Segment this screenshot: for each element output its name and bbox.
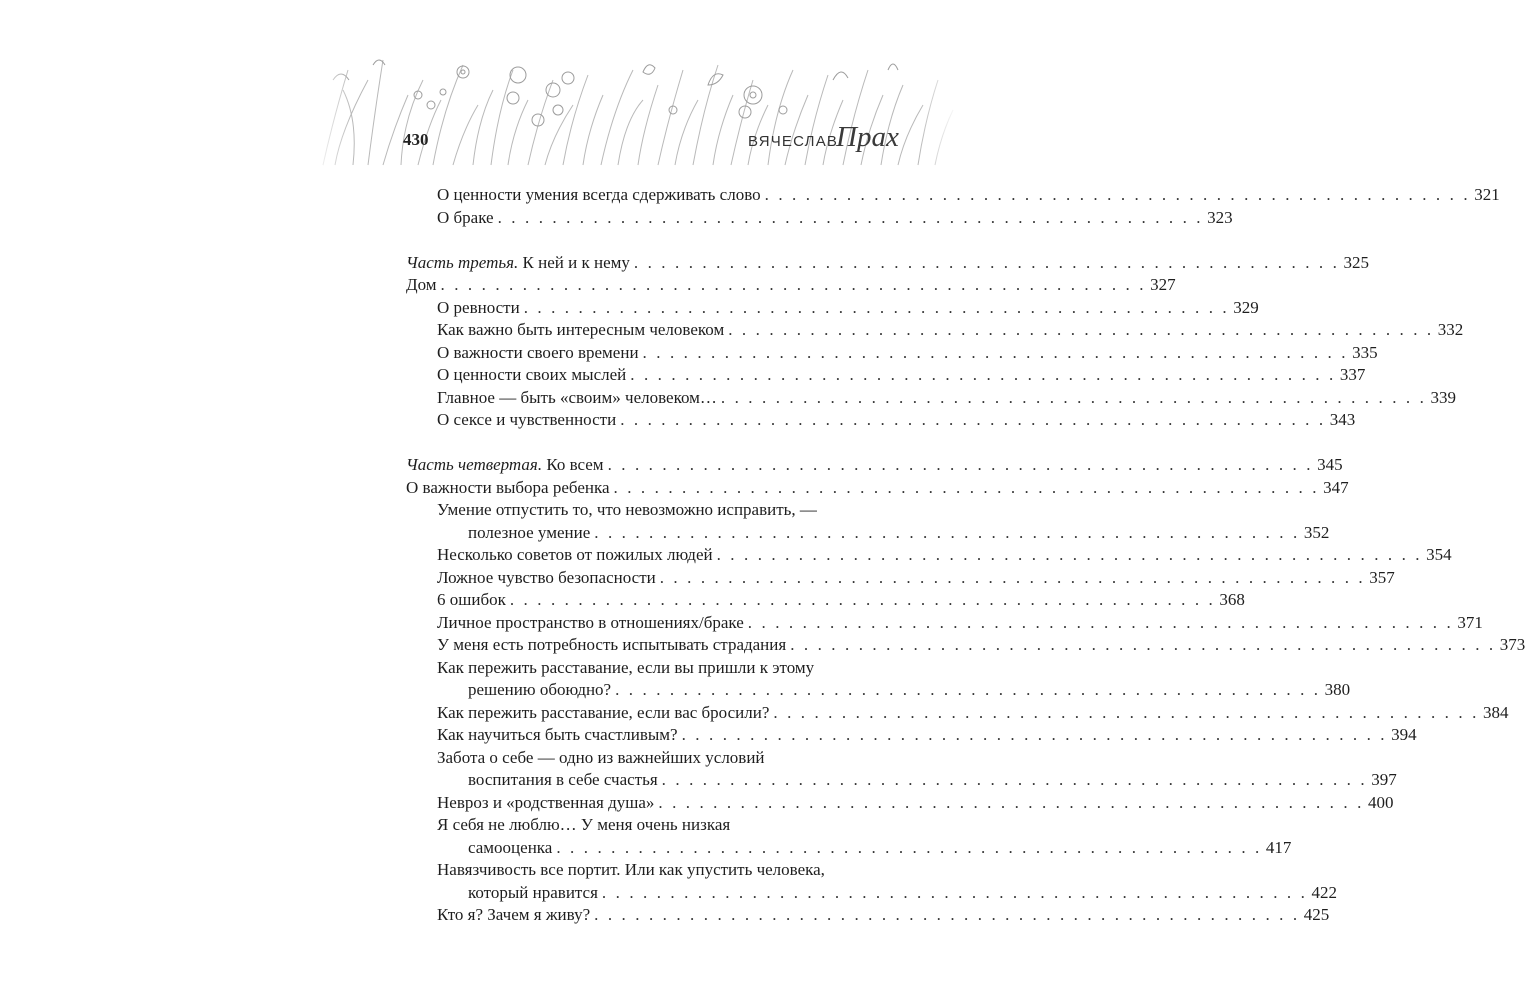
toc-entry xyxy=(406,364,1366,387)
toc-entry-text: О ценности умения всегда сдерживать слово xyxy=(437,185,761,204)
toc-page-number: 397 xyxy=(1371,770,1397,789)
dot-leader: . . . . . . . . . . . . . . . . . . . . . . . . . . . . . . . . . . . . . . . . . . . . . . . . . . . . xyxy=(716,545,1423,564)
toc-entry xyxy=(406,252,1369,275)
toc-entry-title xyxy=(437,589,506,612)
dot-leader: . . . . . . . . . . . . . . . . . . . . . . . . . . . . . . . . . . . . . . . . . . . . . . . . . . . . xyxy=(633,252,1340,272)
toc-page-number: 373 xyxy=(1499,635,1525,654)
toc-entry xyxy=(406,769,1397,792)
toc-entry-title xyxy=(437,409,616,432)
toc-entry xyxy=(406,184,1500,207)
toc-entry-title xyxy=(437,747,765,770)
toc-entry-title xyxy=(437,567,656,590)
toc-entry-title xyxy=(437,342,639,365)
toc-entry-title xyxy=(468,837,552,860)
toc-entry-title xyxy=(437,184,761,207)
toc-entry xyxy=(406,904,1330,927)
toc-entry-text: Я себя не люблю… У меня очень низкая xyxy=(437,815,731,834)
toc-page-number: 335 xyxy=(1352,342,1378,362)
toc-entry xyxy=(406,702,1509,725)
page-number: 430 xyxy=(403,130,429,149)
toc-page-number: 325 xyxy=(1343,252,1369,272)
toc-page-number: 352 xyxy=(1303,522,1330,542)
toc-entry xyxy=(406,477,1349,500)
toc-entry-text: Несколько советов от пожилых людей xyxy=(437,545,713,564)
toc-page-number: 422 xyxy=(1311,882,1337,902)
toc-entry xyxy=(406,387,1456,410)
dot-leader: . . . . . . . . . . . . . . . . . . . . . . . . . . . . . . . . . . . . . . . . . . . . . . . . . . . . xyxy=(720,387,1427,407)
toc-entry-text: К ней и к нему xyxy=(522,252,630,272)
toc-entry-text: Как пережить расставание, если вы пришли к этому xyxy=(437,657,815,677)
toc-entry-title xyxy=(437,207,494,230)
toc-entry-title xyxy=(437,859,825,882)
toc-page-number: 394 xyxy=(1391,725,1417,744)
toc-entry xyxy=(406,297,1259,320)
toc-entry-text: У меня есть потребность испытывать страдания xyxy=(437,635,787,654)
dot-leader: . . . . . . . . . . . . . . . . . . . . . . . . . . . . . . . . . . . . . . . . . . . . . . . . . . . . xyxy=(615,680,1321,699)
toc-entry xyxy=(406,544,1452,567)
toc-page-number: 354 xyxy=(1426,545,1452,564)
toc-entry xyxy=(406,882,1337,905)
toc-entry-title xyxy=(406,274,437,297)
toc-entry-title xyxy=(437,319,724,342)
toc-entry-text: решению обоюдно? xyxy=(468,680,612,699)
toc-entry-text: полезное умение xyxy=(468,522,591,542)
toc-entry xyxy=(406,342,1378,365)
toc-entry-text: О ревности xyxy=(437,297,520,317)
toc-entry-text: который нравится xyxy=(468,882,598,902)
toc-entry xyxy=(406,792,1394,815)
toc-entry xyxy=(406,454,1343,477)
dot-leader: . . . . . . . . . . . . . . . . . . . . . . . . . . . . . . . . . . . . . . . . . . . . . . . . . . . . xyxy=(747,612,1454,632)
toc-page-number: 329 xyxy=(1233,297,1259,317)
toc-page-number: 323 xyxy=(1207,207,1233,227)
toc-page-number: 343 xyxy=(1329,410,1356,429)
toc-entry xyxy=(406,679,1351,702)
toc-entry-text: Забота о себе — одно из важнейших условий xyxy=(437,747,765,767)
toc-entry-title xyxy=(437,387,717,410)
dot-leader: . . . . . . . . . . . . . . . . . . . . . . . . . . . . . . . . . . . . . . . . . . . . . . . . . . . . xyxy=(661,770,1368,789)
part-label: Часть третья. xyxy=(406,252,519,272)
dot-leader: . . . . . . . . . . . . . . . . . . . . . . . . . . . . . . . . . . . . . . . . . . . . . . . . . . . . xyxy=(642,342,1349,362)
toc-page-number: 332 xyxy=(1437,320,1464,339)
toc-entry-text: О браке xyxy=(437,207,494,227)
toc-entry-line xyxy=(406,747,890,770)
dot-leader: . . . . . . . . . . . . . . . . . . . . . . . . . . . . . . . . . . . . . . . . . . . . . . . . . . . . xyxy=(630,365,1336,384)
toc-entry-text: Умение отпустить то, что невозможно исправить, — xyxy=(437,500,817,519)
toc-page-number: 380 xyxy=(1324,680,1351,699)
toc-entry xyxy=(406,319,1464,342)
toc-entry xyxy=(406,522,1330,545)
dot-leader: . . . . . . . . . . . . . . . . . . . . . . . . . . . . . . . . . . . . . . . . . . . . . . . . . . . . xyxy=(556,837,1262,857)
toc-entry xyxy=(406,567,1395,590)
dot-leader: . . . . . . . . . . . . . . . . . . . . . . . . . . . . . . . . . . . . . . . . . . . . . . . . . . . . xyxy=(607,455,1314,474)
toc-entry-title xyxy=(437,904,590,927)
dot-leader: . . . . . . . . . . . . . . . . . . . . . . . . . . . . . . . . . . . . . . . . . . . . . . . . . . . . xyxy=(790,635,1496,654)
toc-entry-text: Как важно быть интересным человеком xyxy=(437,320,725,339)
toc-page-number: 425 xyxy=(1303,905,1330,924)
toc-entry-title xyxy=(437,544,713,567)
toc-entry-text: самооценка xyxy=(468,837,553,857)
dot-leader: . . . . . . . . . . . . . . . . . . . . . . . . . . . . . . . . . . . . . . . . . . . . . . . . . . . . xyxy=(509,590,1216,609)
book-title: Прах xyxy=(836,121,899,153)
toc-page-number: 417 xyxy=(1265,837,1292,857)
dot-leader: . . . . . . . . . . . . . . . . . . . . . . . . . . . . . . . . . . . . . . . . . . . . . . . . . . . . xyxy=(594,522,1300,542)
section-gap xyxy=(406,229,890,252)
toc-entry xyxy=(406,634,1525,657)
toc-entry-text: Ко всем xyxy=(546,455,604,474)
toc-page-number: 337 xyxy=(1339,365,1366,384)
toc-entry xyxy=(406,589,1245,612)
toc-entry-text: Главное — быть «своим» человеком… xyxy=(437,387,717,407)
toc-page-number: 345 xyxy=(1317,455,1343,474)
dot-leader: . . . . . . . . . . . . . . . . . . . . . . . . . . . . . . . . . . . . . . . . . . . . . . . . . . . . xyxy=(620,410,1326,429)
toc-page-number: 384 xyxy=(1482,702,1509,722)
toc-entry-line xyxy=(406,814,890,837)
toc-entry xyxy=(406,612,1483,635)
toc-entry-title xyxy=(437,634,786,657)
toc-page-number: 400 xyxy=(1367,792,1394,812)
toc-entry-text: 6 ошибок xyxy=(437,590,506,609)
toc-entry-title xyxy=(468,769,658,792)
toc-entry-text: Навязчивость все портит. Или как упустить человека, xyxy=(437,860,825,879)
toc-entry-text: Как пережить расставание, если вас бросили? xyxy=(437,702,770,722)
toc-entry-text: О ценности своих мыслей xyxy=(437,365,627,384)
dot-leader: . . . . . . . . . . . . . . . . . . . . . . . . . . . . . . . . . . . . . . . . . . . . . . . . . . . . xyxy=(523,297,1230,317)
table-of-contents xyxy=(406,184,1525,927)
toc-page-number: 357 xyxy=(1369,567,1395,587)
toc-entry-title xyxy=(437,297,520,320)
toc-entry-title xyxy=(437,814,730,837)
dot-leader: . . . . . . . . . . . . . . . . . . . . . . . . . . . . . . . . . . . . . . . . . . . . . . . . . . . . xyxy=(497,207,1204,227)
dot-leader: . . . . . . . . . . . . . . . . . . . . . . . . . . . . . . . . . . . . . . . . . . . . . . . . . . . . xyxy=(773,702,1479,722)
dot-leader: . . . . . . . . . . . . . . . . . . . . . . . . . . . . . . . . . . . . . . . . . . . . . . . . . . . . xyxy=(440,275,1147,294)
toc-entry-line xyxy=(406,657,890,680)
toc-entry-text: Кто я? Зачем я живу? xyxy=(437,905,591,924)
toc-entry-text: Невроз и «родственная душа» xyxy=(437,792,655,812)
dot-leader: . . . . . . . . . . . . . . . . . . . . . . . . . . . . . . . . . . . . . . . . . . . . . . . . . . . . xyxy=(594,905,1300,924)
dot-leader: . . . . . . . . . . . . . . . . . . . . . . . . . . . . . . . . . . . . . . . . . . . . . . . . . . . . xyxy=(658,792,1364,812)
toc-page-number: 347 xyxy=(1323,477,1349,497)
toc-entry-title xyxy=(406,454,604,477)
toc-entry-text: воспитания в себе счастья xyxy=(468,770,658,789)
toc-entry xyxy=(406,724,1417,747)
toc-entry-text: Личное пространство в отношениях/браке xyxy=(437,612,744,632)
field-flowers-illustration xyxy=(313,50,958,165)
toc-entry xyxy=(406,207,1233,230)
section-gap xyxy=(406,432,890,455)
toc-page-number: 368 xyxy=(1219,590,1245,609)
toc-entry-title xyxy=(437,792,654,815)
toc-entry-title xyxy=(406,477,610,500)
toc-page-number: 339 xyxy=(1430,387,1456,407)
toc-entry-title xyxy=(468,882,598,905)
toc-entry-line xyxy=(406,499,890,522)
toc-entry-title xyxy=(437,724,678,747)
toc-entry xyxy=(406,274,1176,297)
toc-entry-title xyxy=(437,657,814,680)
toc-entry-title xyxy=(468,522,590,545)
toc-entry-text: Ложное чувство безопасности xyxy=(437,567,656,587)
toc-entry xyxy=(406,837,1292,860)
toc-entry-text: О сексе и чувственности xyxy=(437,410,617,429)
dot-leader: . . . . . . . . . . . . . . . . . . . . . . . . . . . . . . . . . . . . . . . . . . . . . . . . . . . . xyxy=(613,477,1320,497)
part-label: Часть четвертая. xyxy=(406,455,543,474)
toc-entry xyxy=(406,409,1356,432)
toc-entry-title xyxy=(437,612,744,635)
toc-entry-title xyxy=(437,702,769,725)
dot-leader: . . . . . . . . . . . . . . . . . . . . . . . . . . . . . . . . . . . . . . . . . . . . . . . . . . . . xyxy=(681,725,1388,744)
toc-page-number: 327 xyxy=(1150,275,1176,294)
toc-page-number: 321 xyxy=(1474,185,1500,204)
author-name: ВЯЧЕСЛАВ xyxy=(748,133,839,150)
toc-entry-text: О важности выбора ребенка xyxy=(406,477,610,497)
toc-entry-text: Дом xyxy=(406,275,437,294)
toc-entry-title xyxy=(437,499,817,522)
toc-entry-title xyxy=(437,364,626,387)
dot-leader: . . . . . . . . . . . . . . . . . . . . . . . . . . . . . . . . . . . . . . . . . . . . . . . . . . . . xyxy=(601,882,1308,902)
dot-leader: . . . . . . . . . . . . . . . . . . . . . . . . . . . . . . . . . . . . . . . . . . . . . . . . . . . . xyxy=(728,320,1434,339)
toc-entry-title xyxy=(468,679,611,702)
toc-entry-line xyxy=(406,859,890,882)
dot-leader: . . . . . . . . . . . . . . . . . . . . . . . . . . . . . . . . . . . . . . . . . . . . . . . . . . . . xyxy=(659,567,1366,587)
toc-entry-title xyxy=(406,252,630,275)
toc-page-number: 371 xyxy=(1457,612,1483,632)
toc-entry-text: О важности своего времени xyxy=(437,342,639,362)
toc-entry-text: Как научиться быть счастливым? xyxy=(437,725,678,744)
dot-leader: . . . . . . . . . . . . . . . . . . . . . . . . . . . . . . . . . . . . . . . . . . . . . . . . . . . . xyxy=(764,185,1471,204)
